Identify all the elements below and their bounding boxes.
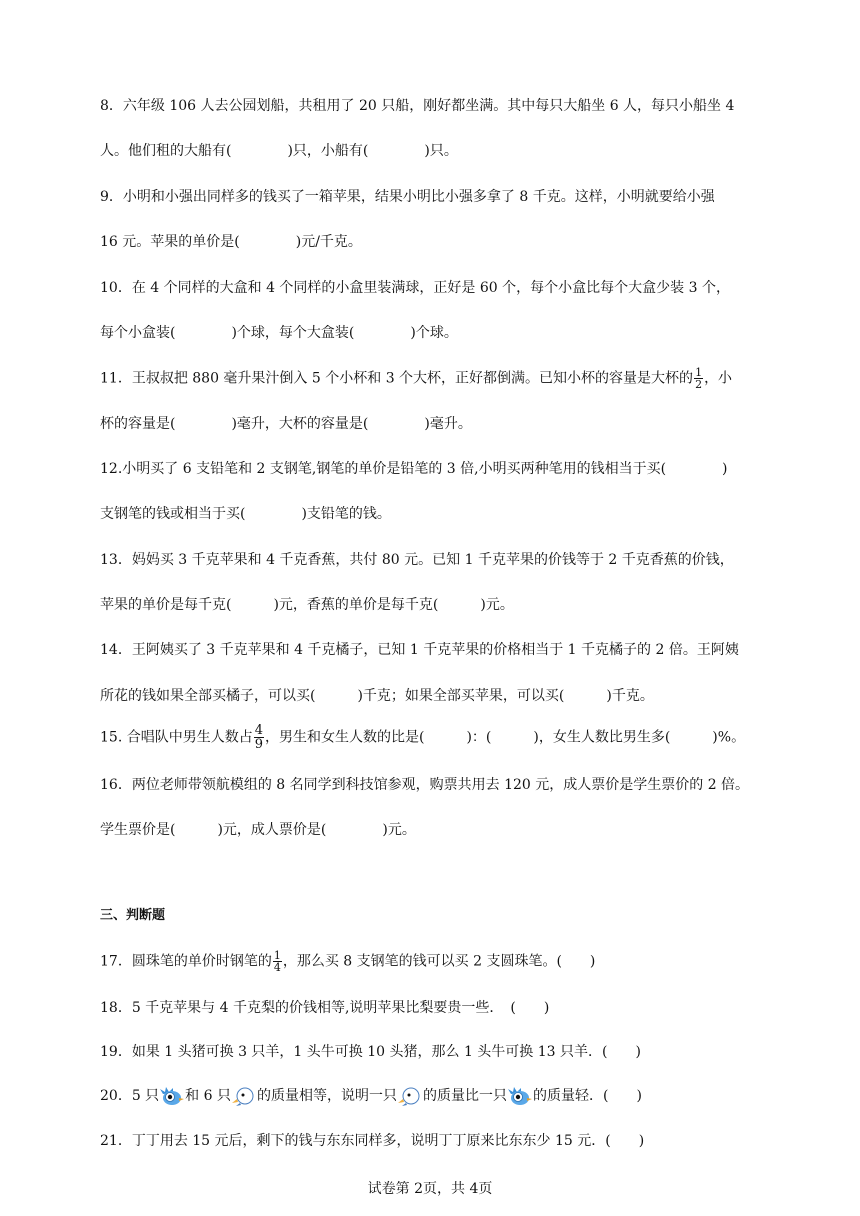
q9-line1: 9．小明和小强出同样多的钱买了一箱苹果，结果小明比小强多拿了 8 千克。这样，小明就要给小强 [100, 189, 715, 205]
q20-text-a: 20．5 只 [100, 1088, 160, 1104]
q10-line1: 10．在 4 个同样的大盒和 4 个同样的小盒里装满球，正好是 60 个，每个小盒比每个大盒少装 3 个， [100, 280, 730, 296]
q13-line2: 苹果的单价是每千克( )元，香蕉的单价是每千克( )元。 [100, 597, 514, 613]
q18-line: 18．5 千克苹果与 4 千克梨的价钱相等,说明苹果比梨要贵一些． ( ) [100, 1000, 550, 1016]
q20-text-e: 的质量轻．( ) [532, 1088, 642, 1104]
q11-line2: 杯的容量是( )毫升，大杯的容量是( )毫升。 [100, 416, 472, 432]
q17-line [100, 950, 595, 973]
q10-line2: 每个小盒装( )个球，每个大盒装( )个球。 [100, 325, 458, 341]
q15-line [100, 724, 745, 751]
section-heading: 三、判断题 [100, 908, 166, 923]
q20-text-c: 的质量相等，说明一只 [256, 1088, 397, 1104]
q11-line1 [100, 367, 732, 390]
q15-text-b: ，男生和女生人数的比是( )：( )，女生人数比男生多( )%。 [265, 729, 746, 746]
q15-text-a: 15. 合唱队中男生人数占 [100, 729, 253, 746]
fraction-denominator: 4 [273, 961, 281, 974]
q21-line: 21．丁丁用去 15 元后，剩下的钱与东东同样多，说明丁丁原来比东东少 15 元．( ) [100, 1133, 645, 1149]
q11-text-b: ，小 [704, 370, 733, 387]
q17-fraction [273, 950, 282, 973]
q20-text-d: 的质量比一只 [422, 1088, 507, 1104]
page-footer: 试卷第 2页，共 4页 [367, 1181, 493, 1197]
blue-bird-icon [507, 1085, 533, 1107]
q20-text-b: 和 6 只 [185, 1088, 231, 1104]
fraction-denominator: 9 [254, 737, 263, 752]
q9-line2: 16 元。苹果的单价是( )元/千克。 [100, 234, 362, 250]
fraction-denominator: 2 [695, 378, 703, 391]
q8-line1: 8．六年级 106 人去公园划船，共租用了 20 只船，刚好都坐满。其中每只大船坐 6 人，每只小船坐 4 [100, 98, 735, 114]
blue-bird-icon [159, 1085, 185, 1107]
q12-line1: 12.小明买了 6 支铅笔和 2 支钢笔,钢笔的单价是铅笔的 3 倍,小明买两种笔用的钱相当于买( ) [100, 461, 728, 477]
white-bird-icon [231, 1085, 257, 1107]
q14-line1: 14．王阿姨买了 3 千克苹果和 4 千克橘子，已知 1 千克苹果的价格相当于 1 千克橘子的 2 倍。王阿姨 [100, 642, 739, 658]
q17-text-b: ，那么买 8 支钢笔的钱可以买 2 支圆珠笔。( ) [282, 953, 596, 970]
q16-line2: 学生票价是( )元，成人票价是( )元。 [100, 822, 416, 838]
q17-text-a: 17．圆珠笔的单价时钢笔的 [100, 953, 272, 970]
q16-line1: 16．两位老师带领航模组的 8 名同学到科技馆参观，购票共用去 120 元，成人票价是学生票价的 2 倍。 [100, 777, 750, 793]
white-bird-icon [397, 1085, 423, 1107]
q12-line2: 支钢笔的钱或相当于买( )支铅笔的钱。 [100, 506, 391, 522]
fraction-numerator: 1 [273, 949, 281, 962]
q19-line: 19．如果 1 头猪可换 3 只羊，1 头牛可换 10 头猪，那么 1 头牛可换 13 只羊．( ) [100, 1044, 641, 1060]
fraction-numerator: 1 [695, 366, 703, 379]
q11-fraction [694, 367, 703, 390]
q14-line2: 所花的钱如果全部买橘子，可以买( )千克；如果全部买苹果，可以买( )千克。 [100, 688, 654, 704]
q20-line [100, 1085, 642, 1107]
q11-text-a: 11．王叔叔把 880 毫升果汁倒入 5 个小杯和 3 个大杯，正好都倒满。已知小杯的容量是大杯的 [100, 370, 694, 387]
q8-line2: 人。他们租的大船有( )只，小船有( )只。 [100, 143, 458, 159]
q13-line1: 13．妈妈买 3 千克苹果和 4 千克香蕉，共付 80 元。已知 1 千克苹果的价钱等于 2 千克香蕉的价钱， [100, 552, 734, 568]
q15-fraction [254, 724, 264, 751]
fraction-numerator: 4 [254, 723, 263, 738]
